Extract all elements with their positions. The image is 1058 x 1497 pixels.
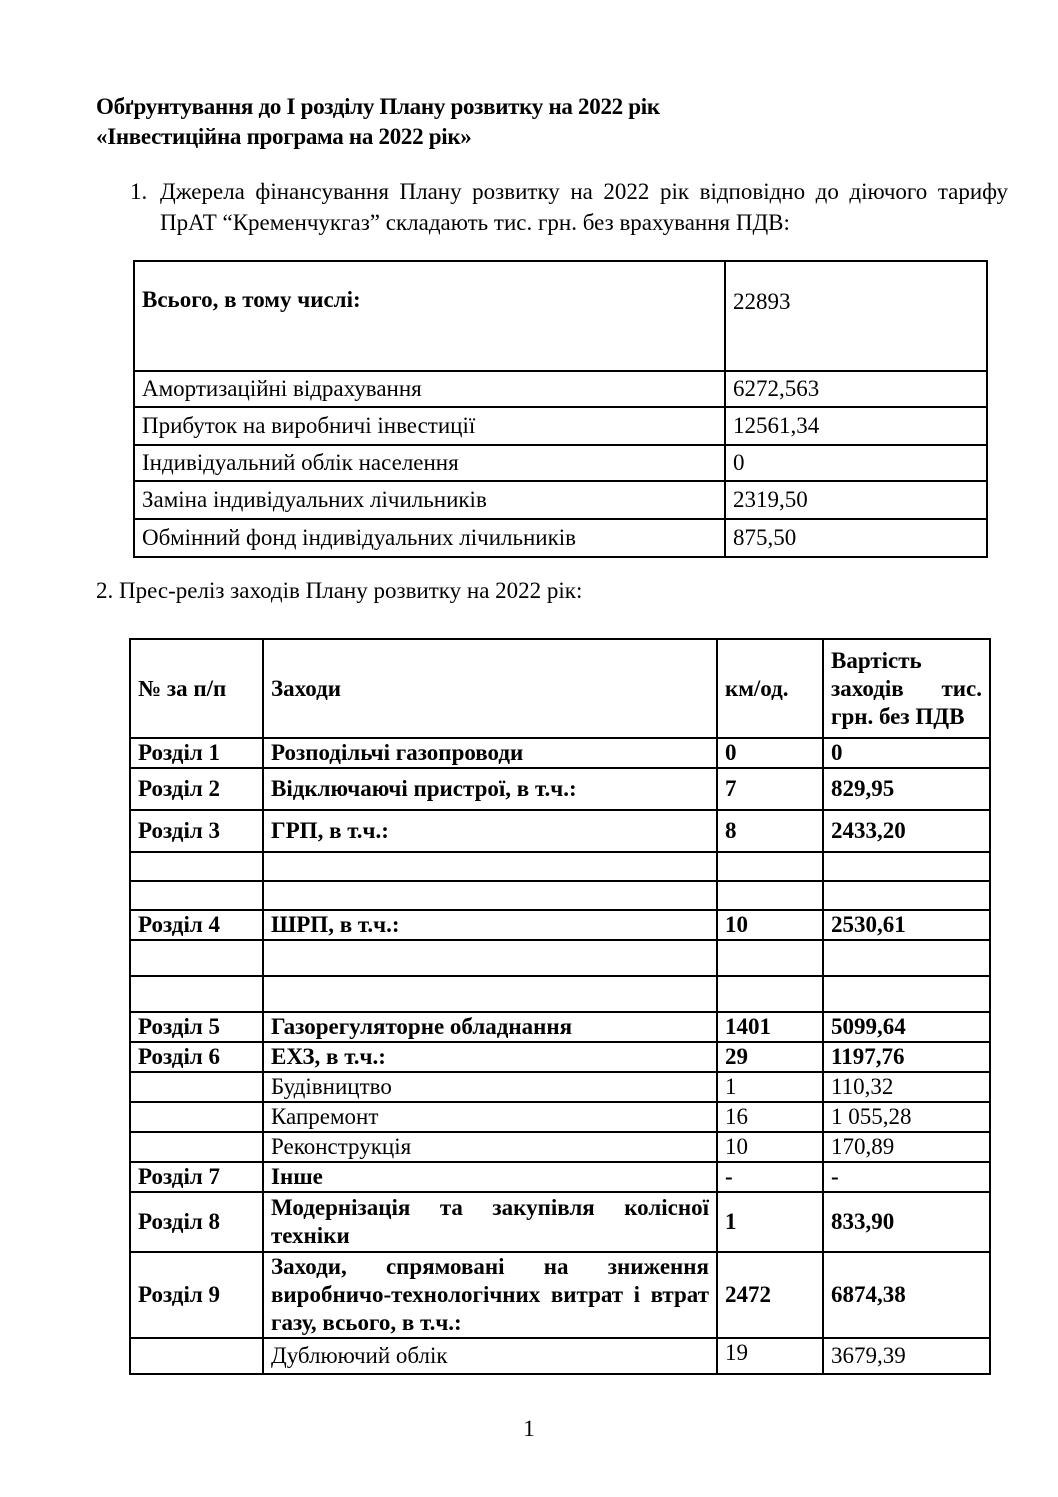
row-cost xyxy=(823,940,990,976)
row-qty xyxy=(717,881,823,910)
table-row xyxy=(130,768,990,810)
funding-label: Заміна індивідуальних лічильників xyxy=(134,481,725,519)
row-name xyxy=(263,940,717,976)
header-number: № за п/п xyxy=(130,639,263,738)
row-cost xyxy=(823,976,990,1012)
row-number xyxy=(130,852,263,881)
row-name: Відключаючі пристрої, в т.ч.: xyxy=(263,768,717,810)
row-name xyxy=(263,881,717,910)
row-cost: 1197,76 xyxy=(823,1042,990,1072)
row-cost: 2530,61 xyxy=(823,910,990,940)
total-value: 22893 xyxy=(725,261,987,371)
header-cost: Вартість заходів тис. грн. без ПДВ xyxy=(823,639,990,738)
total-label: Всього, в тому числі: xyxy=(134,261,725,371)
row-number xyxy=(130,1338,263,1374)
row-cost: 3679,39 xyxy=(823,1338,990,1374)
table-row xyxy=(130,1042,990,1072)
table-row-empty xyxy=(130,852,990,881)
table-row-empty xyxy=(130,976,990,1012)
row-qty: 0 xyxy=(717,738,823,768)
row-cost: 170,89 xyxy=(823,1132,990,1162)
row-number xyxy=(130,976,263,1012)
row-qty: 7 xyxy=(717,768,823,810)
measures-table xyxy=(129,638,991,1375)
row-qty: 16 xyxy=(717,1102,823,1132)
row-qty: 1401 xyxy=(717,1012,823,1042)
row-number: Розділ 3 xyxy=(130,810,263,852)
row-number xyxy=(130,940,263,976)
funding-value: 2319,50 xyxy=(725,481,987,519)
page-number: 1 xyxy=(523,1416,535,1441)
row-number: Розділ 6 xyxy=(130,1042,263,1072)
table-row-sub xyxy=(130,1072,990,1102)
row-name xyxy=(263,852,717,881)
row-number: Розділ 5 xyxy=(130,1012,263,1042)
row-name: Інше xyxy=(263,1162,717,1192)
table-row xyxy=(134,445,987,481)
table-row xyxy=(130,810,990,852)
row-qty: 10 xyxy=(717,1132,823,1162)
row-cost: - xyxy=(823,1162,990,1192)
table-row-sub xyxy=(130,1132,990,1162)
heading-line-1: Обґрунтування до І розділу Плану розвитку на 2022 рік xyxy=(96,94,660,119)
row-name: ГРП, в т.ч.: xyxy=(263,810,717,852)
row-qty xyxy=(717,976,823,1012)
heading-line-2: «Інвестиційна програма на 2022 рік» xyxy=(96,124,472,149)
header-measures: Заходи xyxy=(263,639,717,738)
row-number xyxy=(130,1132,263,1162)
table-row xyxy=(130,910,990,940)
row-number: Розділ 9 xyxy=(130,1252,263,1338)
row-name: Модернізація та закупівля колісної техніки xyxy=(263,1192,717,1252)
row-name: Реконструкція xyxy=(263,1132,717,1162)
funding-value: 0 xyxy=(725,445,987,481)
row-name: Заходи, спрямовані на зниження виробничо-технологічних витрат і втрат газу, всього, в т.ч.: xyxy=(263,1252,717,1338)
row-qty: 1 xyxy=(717,1072,823,1102)
section-2-paragraph: 2. Прес-реліз заходів Плану розвитку на 2022 рік: xyxy=(96,578,583,603)
row-cost xyxy=(823,881,990,910)
funding-label: Індивідуальний облік населення xyxy=(134,445,725,481)
row-name: ШРП, в т.ч.: xyxy=(263,910,717,940)
section-1-text: Джерела фінансування Плану розвитку на 2022 рік відповідно до діючого тарифу ПрАТ “Кременчукгаз” складають тис. грн. без врахування ПДВ: xyxy=(160,179,1008,235)
row-number: Розділ 2 xyxy=(130,768,263,810)
row-cost: 5099,64 xyxy=(823,1012,990,1042)
table-row xyxy=(130,1192,990,1252)
funding-value: 6272,563 xyxy=(725,371,987,407)
row-cost: 0 xyxy=(823,738,990,768)
funding-label: Обмінний фонд індивідуальних лічильників xyxy=(134,519,725,557)
table-row xyxy=(134,371,987,407)
row-name xyxy=(263,976,717,1012)
document-heading xyxy=(96,92,660,152)
table-row xyxy=(134,407,987,445)
row-qty: - xyxy=(717,1162,823,1192)
row-name: Розподільчі газопроводи xyxy=(263,738,717,768)
row-number: Розділ 4 xyxy=(130,910,263,940)
table-row xyxy=(130,1162,990,1192)
section-1-number: 1. xyxy=(130,179,148,204)
row-name: Капремонт xyxy=(263,1102,717,1132)
funding-value: 12561,34 xyxy=(725,407,987,445)
table-row-total xyxy=(134,261,987,371)
row-name: ЕХЗ, в т.ч.: xyxy=(263,1042,717,1072)
row-cost: 6874,38 xyxy=(823,1252,990,1338)
funding-value: 875,50 xyxy=(725,519,987,557)
table-row xyxy=(130,1012,990,1042)
row-number: Розділ 8 xyxy=(130,1192,263,1252)
row-cost: 1 055,28 xyxy=(823,1102,990,1132)
row-cost: 110,32 xyxy=(823,1072,990,1102)
header-units: км/од. xyxy=(717,639,823,738)
row-cost xyxy=(823,852,990,881)
row-number xyxy=(130,1102,263,1132)
row-name: Газорегуляторне обладнання xyxy=(263,1012,717,1042)
row-cost: 829,95 xyxy=(823,768,990,810)
row-cost: 2433,20 xyxy=(823,810,990,852)
row-number xyxy=(130,881,263,910)
table-row-sub xyxy=(130,1338,990,1374)
row-qty: 2472 xyxy=(717,1252,823,1338)
table-row-empty xyxy=(130,940,990,976)
funding-label: Прибуток на виробничі інвестиції xyxy=(134,407,725,445)
table-row xyxy=(134,481,987,519)
row-qty: 10 xyxy=(717,910,823,940)
row-qty xyxy=(717,852,823,881)
row-qty: 8 xyxy=(717,810,823,852)
funding-sources-table xyxy=(133,260,988,558)
row-qty xyxy=(717,940,823,976)
section-1-paragraph xyxy=(130,176,1008,238)
row-number xyxy=(130,1072,263,1102)
table-row xyxy=(130,738,990,768)
table-row-sub xyxy=(130,1102,990,1132)
row-number: Розділ 1 xyxy=(130,738,263,768)
row-qty: 29 xyxy=(717,1042,823,1072)
table-row-empty xyxy=(130,881,990,910)
table-row xyxy=(130,1252,990,1338)
funding-label: Амортизаційні відрахування xyxy=(134,371,725,407)
row-qty: 19 xyxy=(717,1338,823,1374)
row-name: Будівництво xyxy=(263,1072,717,1102)
row-qty: 1 xyxy=(717,1192,823,1252)
table-row xyxy=(134,519,987,557)
table-header-row xyxy=(130,639,990,738)
row-name: Дублюючий облік xyxy=(263,1338,717,1374)
row-cost: 833,90 xyxy=(823,1192,990,1252)
row-number: Розділ 7 xyxy=(130,1162,263,1192)
